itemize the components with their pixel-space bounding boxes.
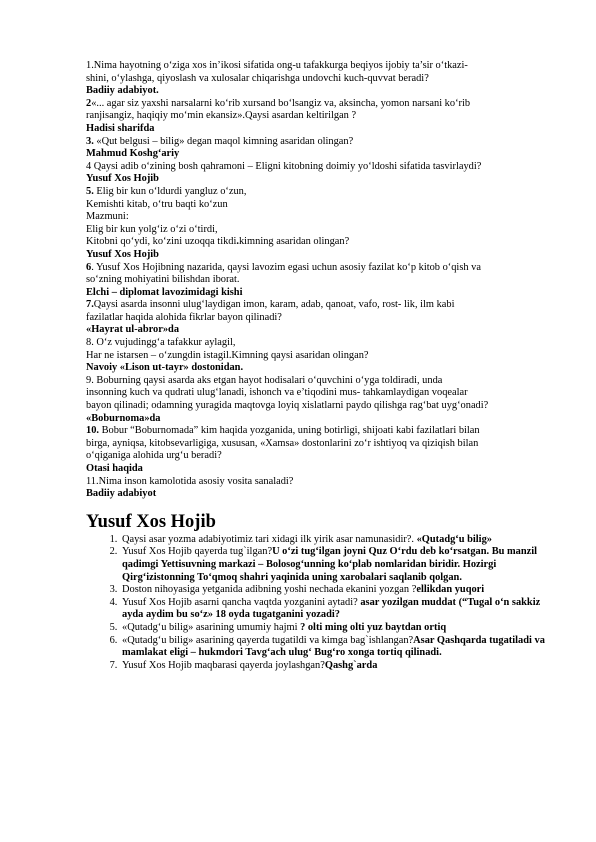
text-line bbox=[86, 425, 564, 438]
text-run: birga, ayniqsa, kitobsevarligiga, xususan, «Xamsa» dostonlarini zo‘r ishtiyoq va qiziqish bilan bbox=[86, 437, 479, 449]
bold-text: Hadisi sharifda bbox=[86, 122, 155, 134]
bold-text: Mahmud Koshg‘ariy bbox=[86, 148, 180, 160]
text-run: Kitobni qo‘ydi, ko‘zini uzoqqa tikdi bbox=[86, 236, 237, 248]
text-line bbox=[86, 274, 564, 287]
text-line bbox=[86, 362, 564, 375]
text-run: Elig bir kun yolg‘iz o‘zi o‘tirdi, bbox=[86, 223, 218, 235]
question-item bbox=[120, 635, 564, 660]
bold-text: 3. bbox=[86, 135, 94, 147]
text-run: Qaysi asar yozma adabiyotimiz tari xidagi ilk yirik asar namunasidir?. bbox=[122, 533, 417, 545]
bold-text: 5. bbox=[86, 185, 94, 197]
text-line bbox=[86, 262, 564, 275]
question-item bbox=[120, 534, 564, 547]
text-line bbox=[86, 249, 564, 262]
bold-text: Yusuf Xos Hojib bbox=[86, 173, 159, 185]
question-item bbox=[120, 597, 564, 622]
text-run: «Qut belgusi – bilig» degan maqol kimning asaridan olingan? bbox=[93, 135, 354, 147]
text-run: . Yusuf Xos Hojibning nazarida, qaysi lavozim egasi uchun asosiy fazilat ko‘p kitob o‘qish va bbox=[91, 261, 481, 273]
bold-text: 2 bbox=[86, 97, 92, 109]
bold-text: Badiiy adabiyot. bbox=[86, 85, 159, 97]
text-line bbox=[86, 123, 564, 136]
text-run: Yusuf Xos Hojib maqbarasi qayerda joylashgan? bbox=[122, 659, 325, 671]
text-line bbox=[86, 186, 564, 199]
text-line bbox=[86, 136, 564, 149]
text-line bbox=[86, 173, 564, 186]
bold-text: asar yozilgan muddat (“Tugal o‘n sakkiz ayda aydim bu so‘z» 18 oyda tugatganini yozadi? bbox=[122, 596, 541, 621]
question-list bbox=[86, 534, 564, 673]
text-run: Mazmuni: bbox=[86, 211, 129, 223]
bold-text: Navoiy «Lison ut-tayr» dostonidan. bbox=[86, 362, 244, 374]
text-line bbox=[86, 463, 564, 476]
text-run: Yusuf Xos Hojib asarni qancha vaqtda yozganini aytadi? bbox=[122, 596, 361, 608]
bold-text: Yusuf Xos Hojib bbox=[86, 248, 159, 260]
text-line bbox=[86, 98, 564, 111]
text-run: Kemishti kitab, o‘tru baqti ko‘zun bbox=[86, 198, 228, 210]
text-run: ranjisangiz, haqiqiy mo‘min ekansiz».Qaysi asardan keltirilgan ? bbox=[86, 110, 357, 122]
bold-text: ? olti ming olti yuz baytdan ortiq bbox=[300, 621, 447, 633]
text-line bbox=[86, 224, 564, 237]
bold-text: . bbox=[236, 236, 239, 248]
bold-text: «Boburnoma»da bbox=[86, 412, 161, 424]
text-line bbox=[86, 148, 564, 161]
bold-text: U o‘zi tug‘ilgan joyni Quz O‘rdu deb ko‘rsatgan. Bu manzil qadimgi Yettisuvning markazi – Bolosog‘unning ko‘plab nomlaridan biridir. Hozirgi Qirg‘izistonning To‘qmoq shahri yaqinida uning xarobalari saqlanib qolgan. bbox=[122, 546, 538, 583]
bold-text: 6 bbox=[86, 261, 92, 273]
bold-text: Qashg`arda bbox=[324, 659, 378, 671]
text-line bbox=[86, 324, 564, 337]
text-line bbox=[86, 199, 564, 212]
text-line bbox=[86, 375, 564, 388]
text-run: 4 Qaysi adib o‘zining bosh qahramoni – Eligni kitobning doimiy yo‘ldoshi sifatida tasvirlaydi? bbox=[86, 160, 482, 172]
text-run: fazilatlar haqida alohida fikrlar bayon qilinadi? bbox=[86, 311, 282, 323]
text-run: so‘zning mohiyatini bilishdan iborat. bbox=[86, 274, 240, 286]
bold-text: ellikdan yuqori bbox=[416, 584, 485, 596]
bold-text: Asar Qashqarda tugatiladi va mamlakat eligi – hukmdori Tavg‘ach ulug‘ Bug‘ro xonga tortiq qilinadi. bbox=[122, 634, 545, 659]
text-run: 8. O‘z vujudingg‘a tafakkur aylagil, bbox=[86, 337, 236, 349]
text-line bbox=[86, 387, 564, 400]
text-line bbox=[86, 236, 564, 249]
text-run: Bobur “Boburnomada” kim haqida yozganida, uning botirligi, shijoati kabi fazilatlari bilan bbox=[99, 425, 480, 437]
text-line bbox=[86, 161, 564, 174]
section-heading: Yusuf Xos Hojib bbox=[86, 511, 216, 532]
text-run: Elig bir kun o‘ldurdi yangluz o‘zun, bbox=[93, 185, 247, 197]
question-item bbox=[120, 546, 564, 584]
text-line bbox=[86, 476, 564, 489]
text-run: «... agar siz yaxshi narsalarni ko‘rib xursand bo‘lsangiz va, aksincha, yomon narsani ko‘rib bbox=[91, 97, 471, 109]
text-run: Har ne istarsen – o‘zungdin istagil.Kimning qaysi asaridan olingan? bbox=[86, 349, 369, 361]
text-run: 11.Nima inson kamolotida asosiy vosita sanaladi? bbox=[86, 475, 294, 487]
text-line bbox=[86, 85, 564, 98]
text-line bbox=[86, 413, 564, 426]
text-line bbox=[86, 60, 564, 73]
text-run: insonning kuch va qudrati ulug‘lanadi, ishonch va e’tiqodini mus- tahkamlaydigan voqealar bbox=[86, 387, 468, 399]
bold-text: 7. bbox=[86, 299, 94, 311]
text-line bbox=[86, 110, 564, 123]
text-line bbox=[86, 350, 564, 363]
text-line bbox=[86, 211, 564, 224]
text-line bbox=[86, 400, 564, 413]
text-run: 1.Nima hayotning o‘ziga xos in’ikosi sifatida ong-u tafakkurga beqiyos ijobiy ta’sir o‘tkazi- bbox=[86, 60, 468, 71]
text-run: Qaysi asarda insonni ulug‘laydigan imon, karam, adab, qanoat, vafo, rost- lik, ilm kabi bbox=[93, 299, 455, 311]
text-run: shini, o‘ylashga, qiyoslash va xulosalar chiqarishga undovchi kuch-quvvat beradi? bbox=[86, 72, 429, 84]
bold-text: Badiiy adabiyot bbox=[86, 488, 157, 500]
text-line bbox=[86, 73, 564, 86]
question-item bbox=[120, 584, 564, 597]
text-run: «Qutadg‘u bilig» asarining qayerda tugatildi va kimga bag`ishlangan? bbox=[122, 634, 414, 646]
text-run: «Qutadg‘u bilig» asarining umumiy hajmi bbox=[122, 621, 301, 633]
text-line bbox=[86, 299, 564, 312]
text-line bbox=[86, 450, 564, 463]
text-line bbox=[86, 488, 564, 501]
bold-text: «Qutadg‘u bilig» bbox=[416, 533, 492, 545]
text-run: 9. Boburning qaysi asarda aks etgan hayot hodisalari o‘quvchini o‘yga toldiradi, unda bbox=[86, 374, 443, 386]
text-line bbox=[86, 312, 564, 325]
text-run: Yusuf Xos Hojib qayerda tug`ilgan? bbox=[122, 546, 273, 558]
bold-text: Otasi haqida bbox=[86, 463, 143, 474]
question-item bbox=[120, 660, 564, 673]
text-run: o‘qiganiga alohida urg‘u beradi? bbox=[86, 450, 222, 462]
question-item bbox=[120, 622, 564, 635]
answer-block bbox=[86, 60, 564, 501]
text-run: Doston nihoyasiga yetganida adibning yoshi nechada ekanini yozgan ? bbox=[122, 584, 417, 596]
text-line bbox=[86, 337, 564, 350]
text-run: bayon qilinadi; odamning yuragida maqtovga loyiq xislatlarni paydo qilishga rag‘bat uyg‘onadi? bbox=[86, 400, 489, 412]
text-run: kimning asaridan olingan? bbox=[238, 236, 350, 248]
document-body bbox=[86, 60, 564, 672]
text-line bbox=[86, 438, 564, 451]
bold-text: «Hayrat ul-abror»da bbox=[86, 324, 180, 336]
bold-text: 10. bbox=[86, 425, 99, 437]
text-line bbox=[86, 287, 564, 300]
bold-text: Elchi – diplomat lavozimidagi kishi bbox=[86, 286, 243, 298]
